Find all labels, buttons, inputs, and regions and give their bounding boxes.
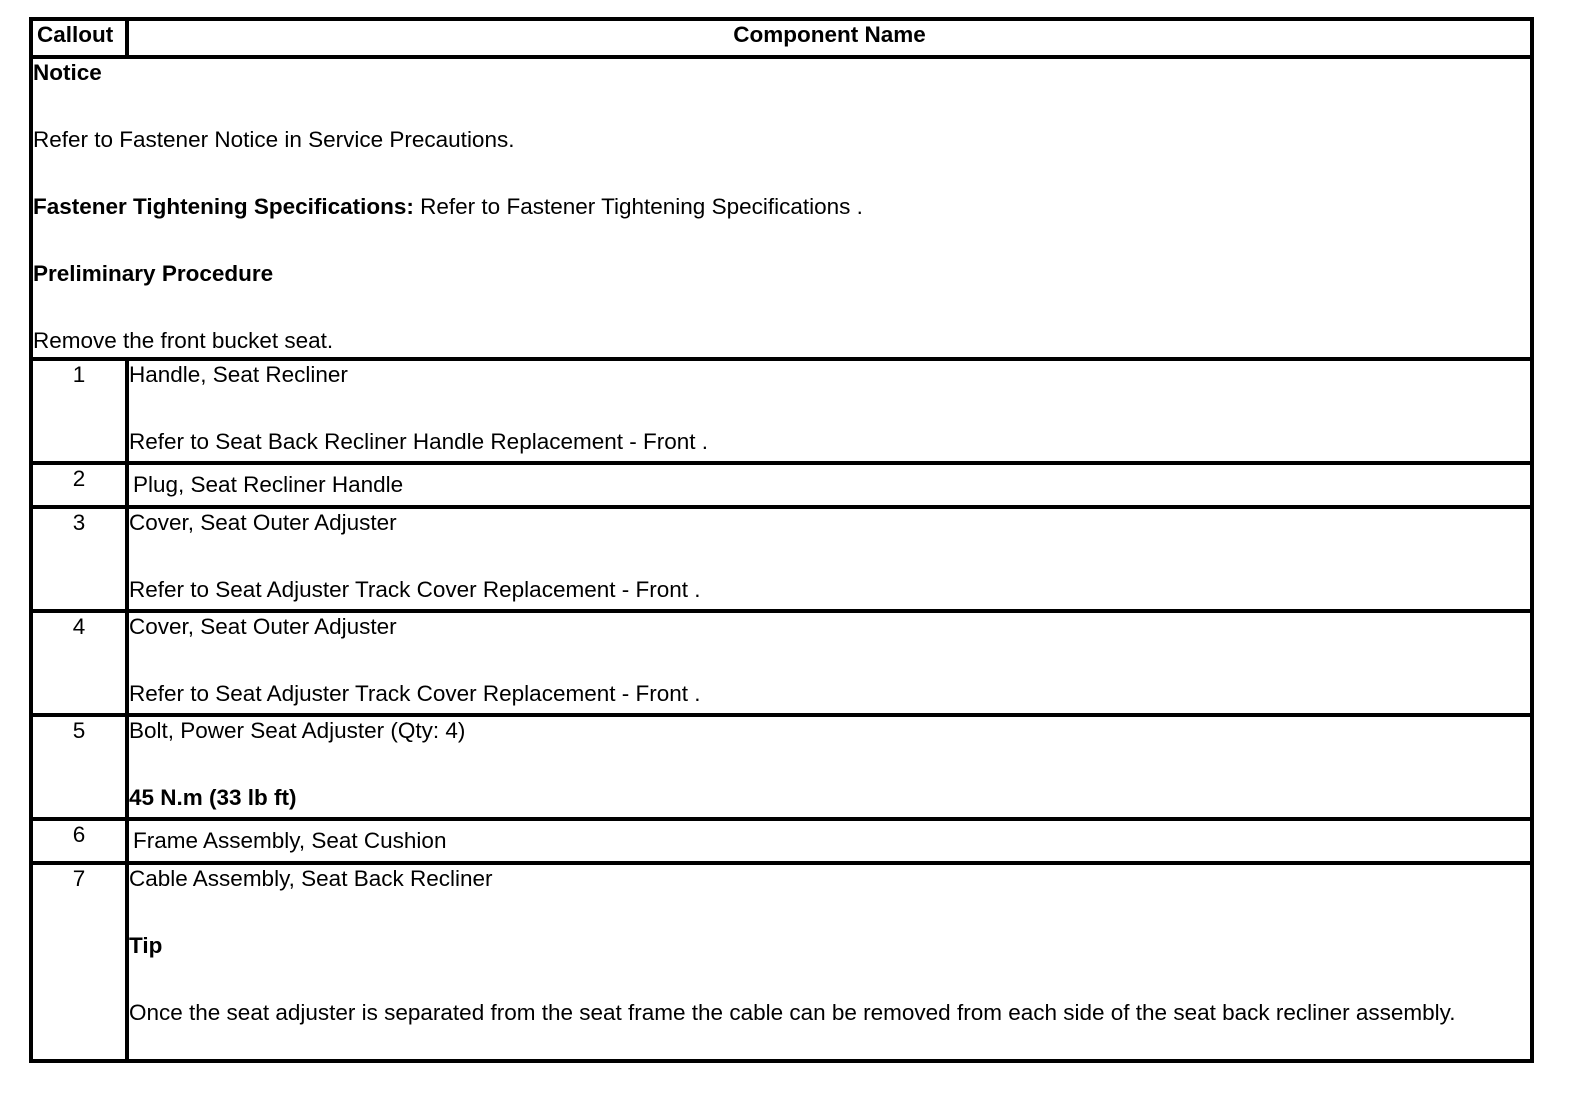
component-name: Frame Assembly, Seat Cushion: [133, 828, 447, 853]
intro-cell: [31, 57, 1532, 359]
fastener-specs-text: Refer to Fastener Tightening Specifications .: [413, 194, 863, 219]
component-name: Handle, Seat Recliner: [129, 362, 348, 387]
component-name: Cable Assembly, Seat Back Recliner: [129, 866, 493, 891]
component-note: Refer to Seat Adjuster Track Cover Replacement - Front .: [129, 681, 701, 706]
component-table: [29, 17, 1534, 1063]
table-row: [31, 359, 1532, 463]
component-note: Refer to Seat Adjuster Track Cover Replacement - Front .: [129, 577, 701, 602]
callout-column-header: Callout: [31, 19, 127, 57]
component-name: Cover, Seat Outer Adjuster: [129, 510, 397, 535]
table-header-row: [31, 19, 1532, 57]
callout-number: 5: [31, 715, 127, 819]
callout-number: 3: [31, 507, 127, 611]
component-cell: [127, 463, 1532, 507]
callout-number: 7: [31, 863, 127, 1061]
table-row: [31, 819, 1532, 863]
intro-row: [31, 57, 1532, 359]
component-cell: [127, 507, 1532, 611]
preliminary-procedure-title: Preliminary Procedure: [33, 261, 274, 286]
table-row: [31, 611, 1532, 715]
callout-number: 1: [31, 359, 127, 463]
fastener-specs: [33, 193, 1530, 220]
component-name: Plug, Seat Recliner Handle: [133, 472, 404, 497]
notice-title: Notice: [33, 60, 102, 85]
component-note: Refer to Seat Back Recliner Handle Replacement - Front .: [129, 429, 709, 454]
component-cell: [127, 359, 1532, 463]
preliminary-procedure-text: Remove the front bucket seat.: [33, 328, 334, 353]
component-cell: [127, 715, 1532, 819]
component-cell: [127, 611, 1532, 715]
table-row: [31, 863, 1532, 1061]
component-name-column-header: Component Name: [127, 19, 1532, 57]
component-cell: [127, 863, 1532, 1061]
callout-number: 6: [31, 819, 127, 863]
component-name: Bolt, Power Seat Adjuster (Qty: 4): [129, 718, 466, 743]
component-name: Cover, Seat Outer Adjuster: [129, 614, 397, 639]
tip-title: Tip: [129, 933, 163, 958]
table-row: [31, 507, 1532, 611]
component-cell: [127, 819, 1532, 863]
notice-text: Refer to Fastener Notice in Service Precautions.: [33, 127, 515, 152]
callout-number: 2: [31, 463, 127, 507]
table-row: [31, 463, 1532, 507]
fastener-specs-label: Fastener Tightening Specifications:: [33, 194, 414, 219]
callout-number: 4: [31, 611, 127, 715]
torque-spec: 45 N.m (33 lb ft): [129, 785, 297, 810]
tip-text: Once the seat adjuster is separated from the seat frame the cable can be removed from each side of the seat back recliner assembly.: [129, 1000, 1456, 1025]
table-row: [31, 715, 1532, 819]
